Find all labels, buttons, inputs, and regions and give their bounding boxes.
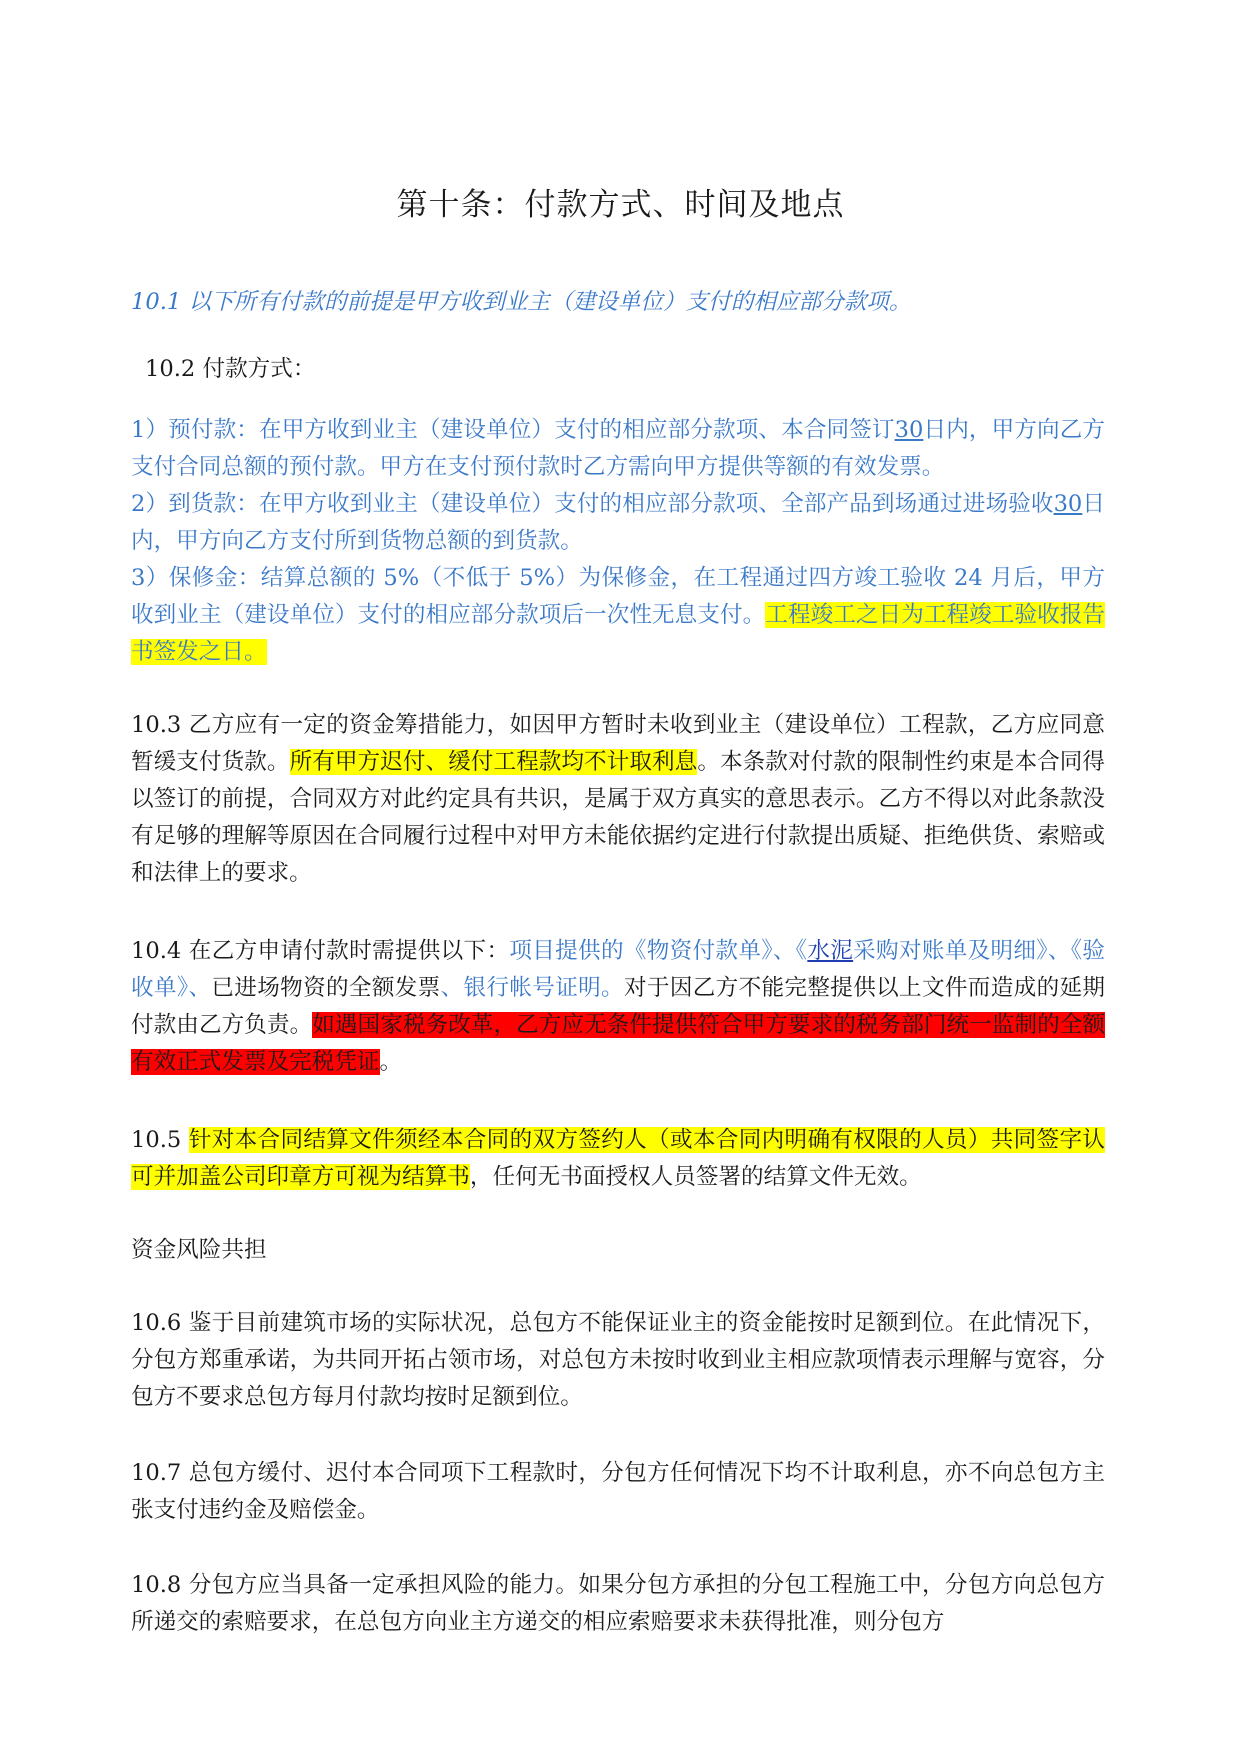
clause-10-3-text-a: 10.3 乙方应有一定的资金筹措能力，如因甲方暂时未收到业主（建设单位）工程款，乙方应同意暂缓支付货款。: [131, 712, 1105, 775]
clause-10-5-highlight: 针对本合同结算文件须经本合同的双方签约人（或本合同内明确有权限的人员）共同签字认可并加盖公司印章方可视为结算书: [131, 1127, 1105, 1190]
clause-10-4-text-a: 10.4 在乙方申请付款时需提供以下：: [131, 938, 510, 964]
article-title: 第十条：付款方式、时间及地点: [396, 187, 845, 223]
clause-10-1: 10.1 以下所有付款的前提是甲方收到业主（建设单位）支付的相应部分款项。: [131, 289, 912, 315]
clause-10-4-text-f: 对于因乙方不能完整提供以上文件而造成的延期付款由乙方负责。: [131, 975, 1106, 1038]
payment-item-1-text-a: 1）预付款：在甲方收到业主（建设单位）支付的相应部分款项、本合同签订: [131, 417, 895, 443]
payment-item-1-text-b: 日内，甲方向乙方支付合同总额的预付款。甲方在支付预付款时乙方需向甲方提供等额的有效发票。: [131, 417, 1106, 480]
clause-10-4-text-c: 采购对账单及明细》、《验收单》、: [131, 938, 1105, 1001]
clause-10-4-red-highlight: 如遇国家税务改革，乙方应无条件提供符合甲方要求的税务部门统一监制的全额有效正式发票及完税凭证: [131, 1012, 1106, 1075]
payment-item-2: [131, 486, 1105, 560]
clause-10-4-text-g: 。: [379, 1049, 403, 1075]
payment-item-3: [131, 560, 1105, 671]
clause-10-4-text-b: 项目提供的《物资付款单》、《: [509, 938, 808, 964]
payment-item-1: [131, 412, 1105, 486]
clause-10-3: [131, 707, 1105, 892]
clause-10-5: [131, 1122, 1105, 1196]
clause-10-2: 10.2 付款方式：: [145, 356, 316, 382]
payment-item-1-days: 30: [894, 417, 924, 443]
clause-10-7: 10.7 总包方缓付、迟付本合同项下工程款时，分包方任何情况下均不计取利息，亦不向总包方主张支付违约金及赔偿金。: [131, 1460, 1105, 1523]
clause-10-5-text-a: 10.5: [131, 1127, 189, 1153]
cement-link[interactable]: 水泥: [807, 938, 854, 964]
clause-10-3-text-b: 。本条款对付款的限制性约束是本合同得以签订的前提，合同双方对此约定具有共识，是属于双方真实的意思表示。乙方不得以对此条款没有足够的理解等原因在合同履行过程中对甲方未能依据约定进行付款提出质疑、拒绝供货、索赔或和法律上的要求。: [131, 749, 1106, 886]
clause-10-6: 10.6 鉴于目前建筑市场的实际状况，总包方不能保证业主的资金能按时足额到位。在此情况下，分包方郑重承诺，为共同开拓占领市场，对总包方未按时收到业主相应款项情表示理解与宽容，分包方不要求总包方每月付款均按时足额到位。: [131, 1310, 1105, 1410]
payment-item-2-text-a: 2）到货款：在甲方收到业主（建设单位）支付的相应部分款项、全部产品到场通过进场验收: [131, 491, 1054, 517]
clause-10-8: 10.8 分包方应当具备一定承担风险的能力。如果分包方承担的分包工程施工中，分包方向总包方所递交的索赔要求，在总包方向业主方递交的相应索赔要求未获得批准，则分包方: [131, 1572, 1105, 1635]
clause-10-3-highlight: 所有甲方迟付、缓付工程款均不计取利息: [289, 749, 698, 775]
payment-item-3-highlight: 工程竣工之日为工程竣工验收报告书签发之日。: [131, 602, 1106, 665]
payment-item-3-text: 3）保修金：结算总额的 5%（不低于 5%）为保修金，在工程通过四方竣工验收 24 月后，甲方收到业主（建设单位）支付的相应部分款项后一次性无息支付。: [131, 565, 1105, 628]
clause-10-5-text-b: ，任何无书面授权人员签署的结算文件无效。: [469, 1164, 922, 1190]
clause-10-4-text-d: 已进场物资的全额发票: [211, 975, 441, 1001]
clause-10-4-text-e: 、银行帐号证明。: [440, 975, 624, 1001]
clause-10-4: [131, 933, 1105, 1081]
payment-item-2-days: 30: [1053, 491, 1083, 517]
heading-fund-risk: 资金风险共担: [131, 1237, 267, 1263]
payment-item-2-text-b: 日内，甲方向乙方支付所到货物总额的到货款。: [131, 491, 1106, 554]
